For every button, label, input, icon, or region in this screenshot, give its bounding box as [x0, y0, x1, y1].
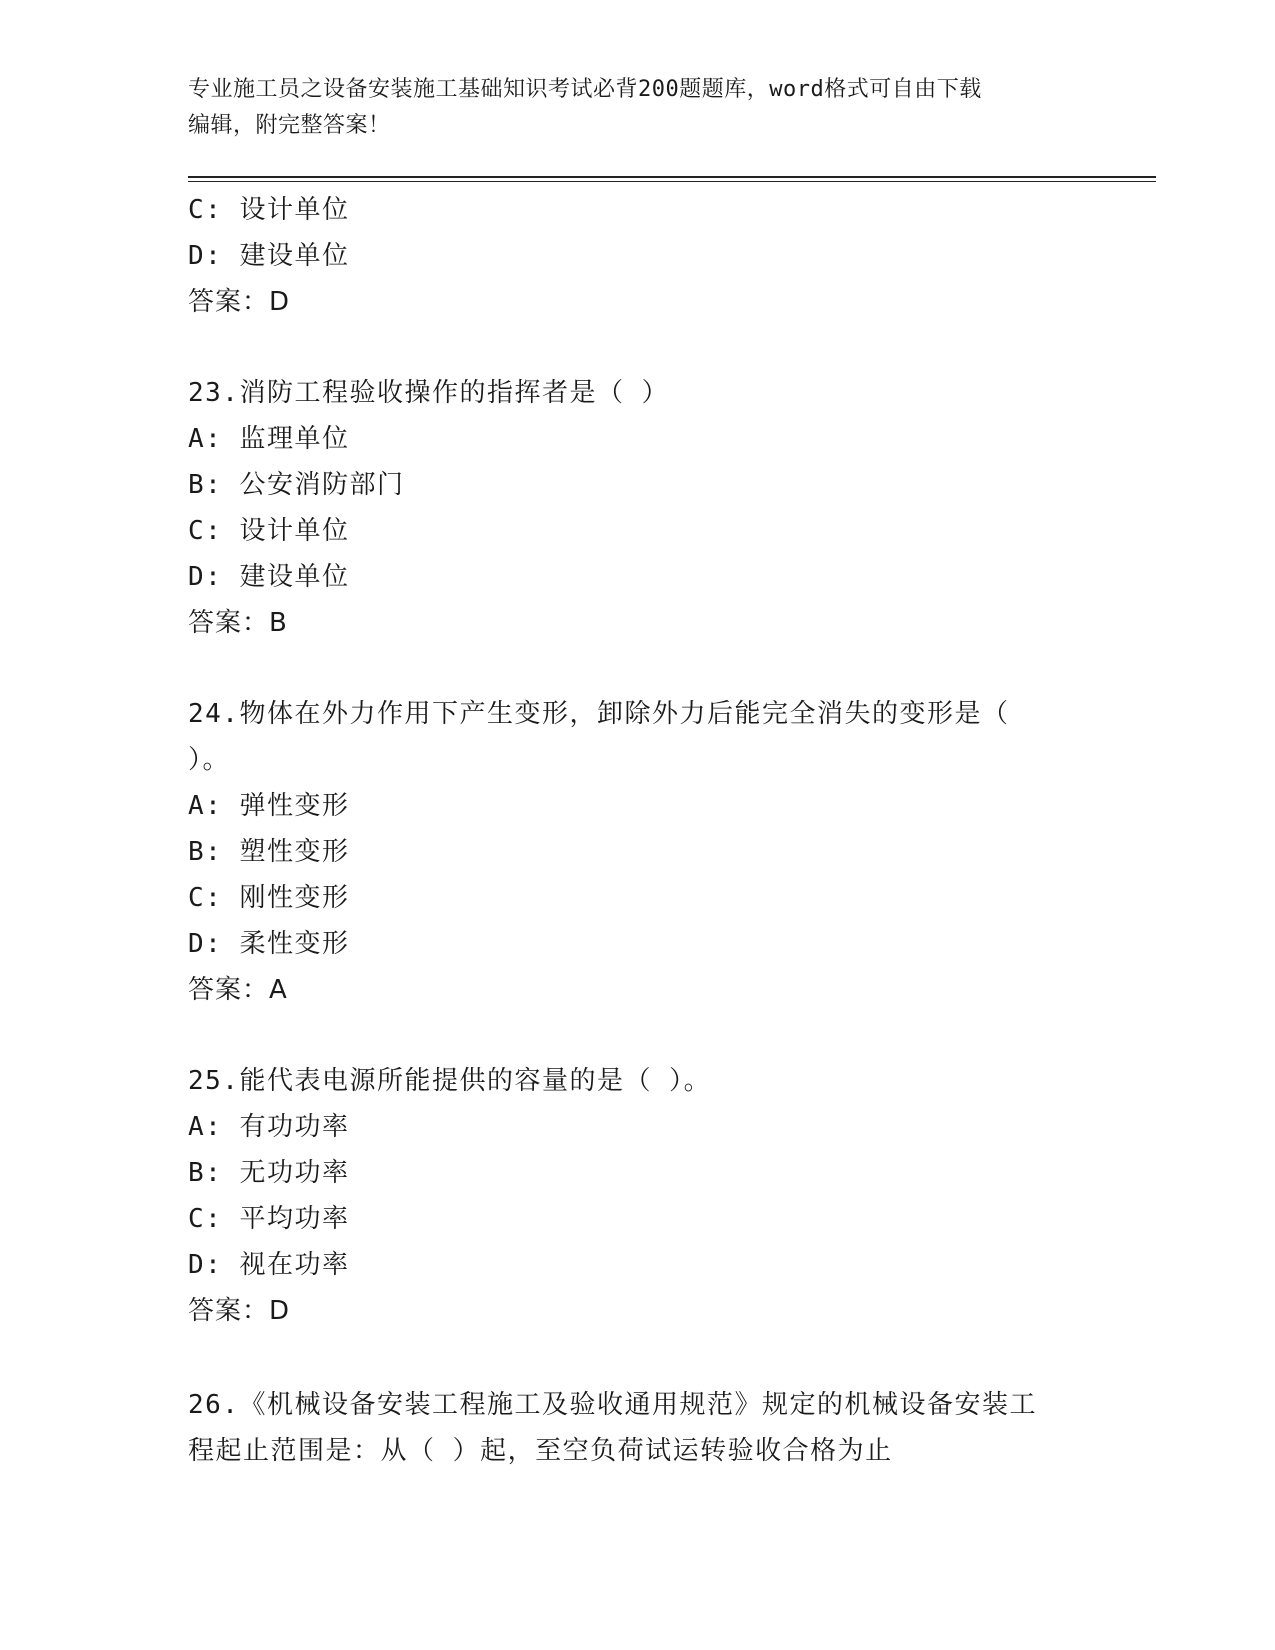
answer-line: 答案：D [188, 1296, 291, 1326]
option-d: D: 建设单位 [188, 562, 350, 592]
option-d: D: 建设单位 [188, 241, 350, 271]
header-title-line-1: 专业施工员之设备安装施工基础知识考试必背200题题库，word格式可自由下载 [188, 77, 982, 102]
header-divider-thin [188, 181, 1156, 182]
question-24 [188, 691, 1088, 1013]
spacer [188, 1334, 1088, 1379]
question-list [188, 187, 1088, 1474]
question-stem-continued: 程起止范围是：从（ ）起，至空负荷试运转验收合格为止 [188, 1436, 893, 1466]
question-stem-continued: ）。 [188, 745, 231, 775]
answer-line: 答案：A [188, 975, 288, 1005]
option-a: A: 有功功率 [188, 1112, 350, 1142]
answer-line: 答案：B [188, 608, 288, 638]
question-25 [188, 1058, 1088, 1334]
option-d: D: 视在功率 [188, 1250, 350, 1280]
spacer [188, 325, 1088, 370]
question-stem: 23.消防工程验收操作的指挥者是（ ） [188, 378, 670, 408]
answer-line: 答案：D [188, 287, 291, 317]
option-b: B: 无功功率 [188, 1158, 350, 1188]
question-stem: 26.《机械设备安装工程施工及验收通用规范》规定的机械设备安装工 [188, 1390, 1037, 1420]
option-d: D: 柔性变形 [188, 929, 350, 959]
header-divider-thick [188, 176, 1156, 178]
option-c: C: 平均功率 [188, 1204, 350, 1234]
option-c: C: 设计单位 [188, 516, 350, 546]
question-stem: 25.能代表电源所能提供的容量的是（ ）。 [188, 1066, 712, 1096]
option-c: C: 刚性变形 [188, 883, 350, 913]
spacer [188, 1013, 1088, 1058]
spacer [188, 646, 1088, 691]
option-a: A: 监理单位 [188, 424, 350, 454]
option-b: B: 公安消防部门 [188, 470, 405, 500]
header-title-line-2: 编辑，附完整答案！ [188, 113, 391, 138]
document-header [188, 72, 1088, 144]
question-23 [188, 370, 1088, 646]
option-c: C: 设计单位 [188, 195, 350, 225]
question-26 [188, 1382, 1088, 1474]
question-stem: 24.物体在外力作用下产生变形，卸除外力后能完全消失的变形是（ [188, 699, 1010, 729]
option-a: A: 弹性变形 [188, 791, 350, 821]
question-22-continued [188, 187, 1088, 325]
option-b: B: 塑性变形 [188, 837, 350, 867]
